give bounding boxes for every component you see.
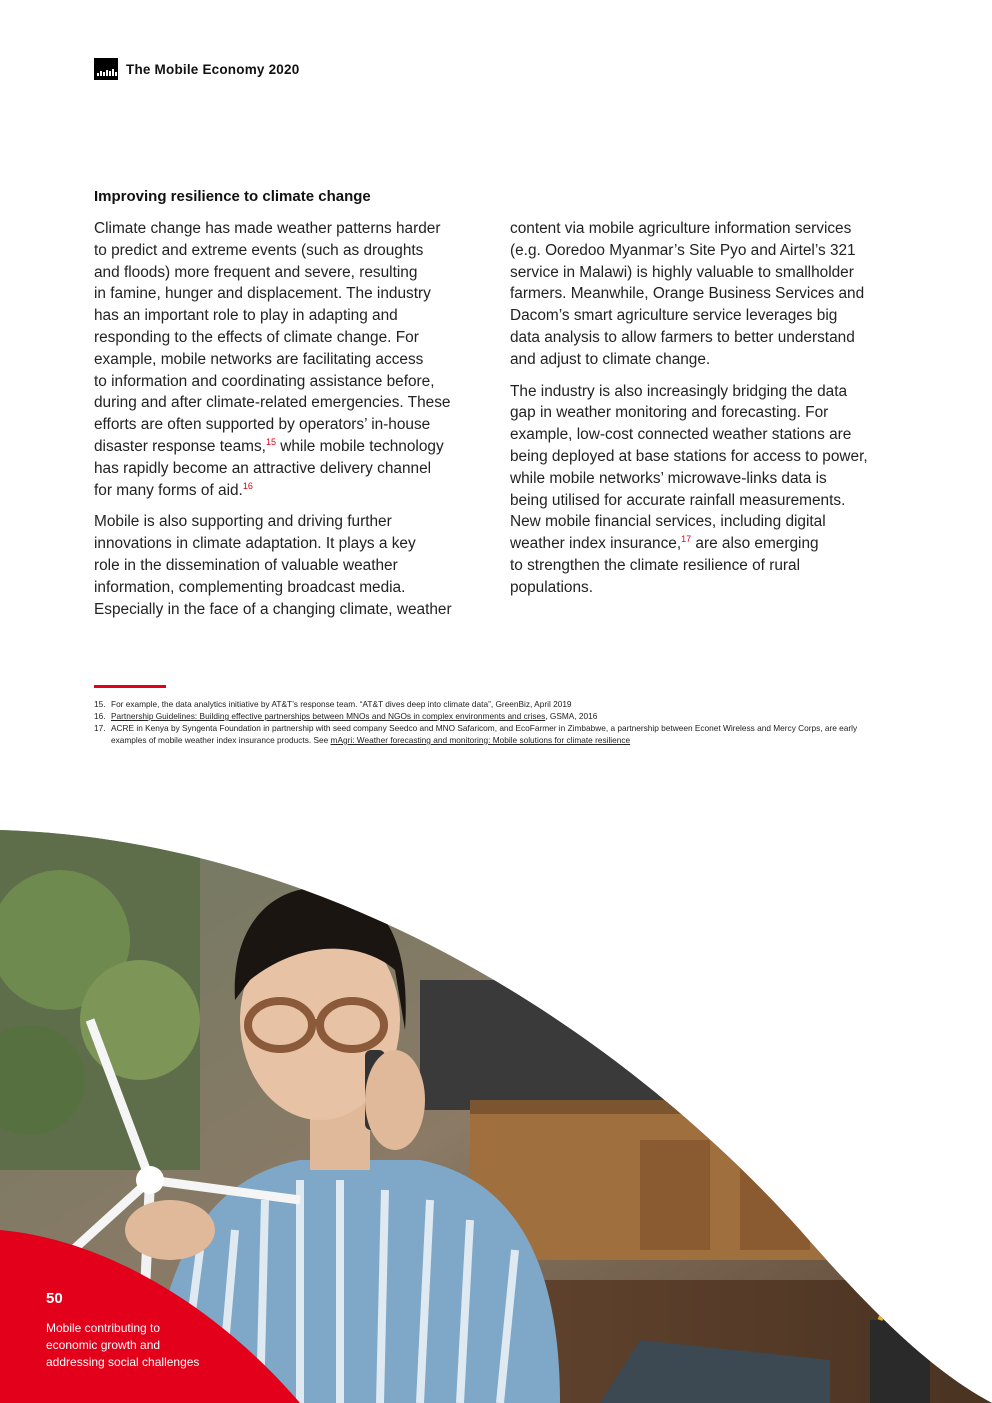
footnote-link[interactable]: Partnership Guidelines: Building effective partnerships between MNOs and NGOs in complex environments and crises [111,711,546,721]
paragraph-text: content via mobile agriculture information services (e.g. Ooredoo Myanmar’s Site Pyo and Airtel’s 321 service in Malawi) is highly valuable to smallholder farmers. Meanwhile, Orange Business Services and Dacom’s smart agriculture service leverages big data analysis to allow farmers to better understand and adjust to climate change. [510,220,865,368]
footnote-number: 17. [94,723,106,733]
page-header [94,58,299,80]
photo-woman-wind-turbine [0,800,992,1403]
footnote-item [94,722,894,746]
footnote-link[interactable]: mAgri: Weather forecasting and monitoring: Mobile solutions for climate resilience [330,735,631,745]
page-number: 50 [46,1290,63,1307]
body-paragraph [94,511,484,620]
footnote-text: ACRE in Kenya by Syngenta Foundation in partnership with seed company Seedco and MNO Safaricom, and EcoFarmer in Zimbabwe, a partnership between Econet Wireless and Mercy Corps, are early examples of mobile weather index insurance products. See [111,723,858,745]
report-title: The Mobile Economy 2020 [126,61,300,77]
footnote-text: For example, the data analytics initiative by AT&T’s response team. “AT&T dives deep into climate data”, GreenBiz, April 2019 [111,699,572,709]
footnote-text: , GSMA, 2016 [545,711,598,721]
report-logo-icon [94,58,118,80]
section-heading: Improving resilience to climate change [94,188,371,205]
footnote-divider [94,685,166,688]
footnote-ref-15[interactable]: 15 [265,436,276,447]
chapter-label: Mobile contributing to economic growth and addressing social challenges [46,1321,200,1369]
footnote-number: 15. [94,699,106,709]
footnote-ref-16[interactable]: 16 [242,480,253,491]
footnote-item [94,710,894,722]
paragraph-text: Climate change has made weather patterns harder to predict and extreme events (such as droughts and floods) more frequent and severe, resulting in famine, hunger and displacement. The industry has an important role to play in adapting and responding to the effects of climate change. For example, mobile networks are facilitating access to information and coordinating assistance before, during and after climate-related emergencies. These efforts are often supported by operators’ in-house disaster response teams, [94,220,451,455]
footnote-ref-17[interactable]: 17 [681,534,692,545]
paragraph-text: while mobile technology has rapidly become an attractive delivery channel for many forms of aid. [94,437,444,499]
footnote-item [94,698,894,710]
footnote-number: 16. [94,711,106,721]
footnotes [94,698,894,746]
body-paragraph [510,218,900,371]
body-column-left [94,218,484,630]
paragraph-text: are also emerging to strengthen the climate resilience of rural populations. [510,535,819,596]
paragraph-text: Mobile is also supporting and driving further innovations in climate adaptation. It plays a key role in the dissemination of valuable weather information, complementing broadcast media. Especially in the face of a changing climate, weather [94,513,452,618]
body-paragraph [510,381,900,599]
body-paragraph [94,218,484,501]
body-column-right [510,218,900,609]
paragraph-text: The industry is also increasingly bridging the data gap in weather monitoring and forecasting. For example, low-cost connected weather stations are being deployed at base stations for access to power, while mobile networks’ microwave-links data is being utilised for accurate rainfall measurements. New mobile financial services, including digital weather index insurance, [510,382,868,553]
